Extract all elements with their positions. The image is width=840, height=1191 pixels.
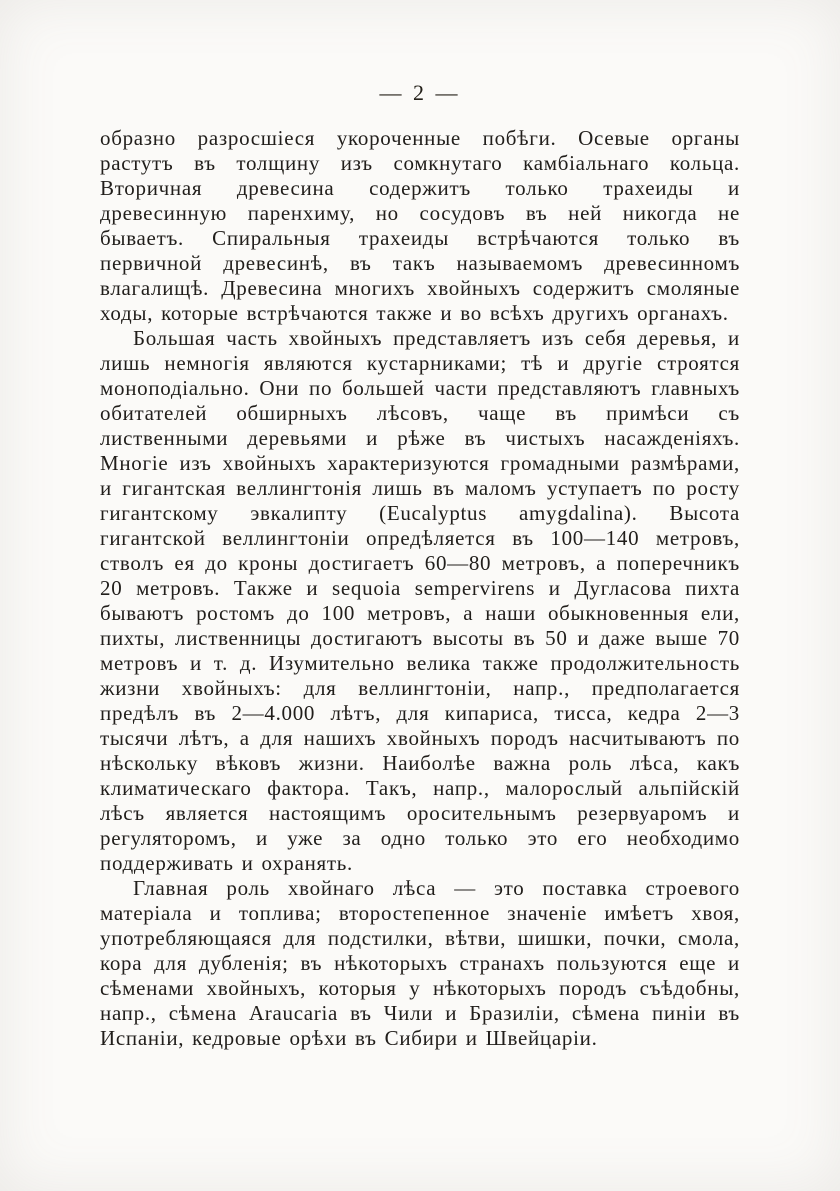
text-block [100,126,740,1051]
paragraph-2: Большая часть хвойныхъ представляетъ изъ себя деревья, и лишь немногія являются кустарниками; тѣ и другіе строятся моноподіально. Они по большей части представляютъ главныхъ обитателей обширныхъ лѣсовъ, чаще въ примѣси съ лиственными деревьями и рѣже въ чистыхъ насажденіяхъ. Многіе изъ хвойныхъ характеризуются громадными размѣрами, и гигантская веллингтонія лишь въ маломъ уступаетъ по росту гигантскому эвкалипту (Eucalyptus amygdalina). Высота гигантской веллингтоніи опредѣляется въ 100—140 метровъ, стволъ ея до кроны достигаетъ 60—80 метровъ, а поперечникъ 20 метровъ. Также и sequoia sempervirens и Дугласова пихта бываютъ ростомъ до 100 метровъ, а наши обыкновенныя ели, пихты, лиственницы достигаютъ высоты въ 50 и даже выше 70 метровъ и т. д. Изумительно велика также продолжительность жизни хвойныхъ: для веллингтоніи, напр., предполагается предѣлъ въ 2—4.000 лѣтъ, для кипариса, тисса, кедра 2—3 тысячи лѣтъ, а для нашихъ хвойныхъ породъ насчитываютъ по нѣскольку вѣковъ жизни. Наиболѣе важна роль лѣса, какъ климатическаго фактора. Такъ, напр., малорослый альпійскій лѣсъ является настоящимъ оросительнымъ резервуаромъ и регуляторомъ, и уже за одно только это его необходимо поддерживать и охранять. [100,326,740,875]
paragraph-3: Главная роль хвойнаго лѣса — это поставка строевого матеріала и топлива; второстепенное значеніе имѣетъ хвоя, употребляющаяся для подстилки, вѣтви, шишки, почки, смола, кора для дубленія; въ нѣкоторыхъ странахъ пользуются еще и сѣменами хвойныхъ, которыя у нѣкоторыхъ породъ съѣдобны, напр., сѣмена Araucaria въ Чили и Бразиліи, сѣмена пиніи въ Испаніи, кедровые орѣхи въ Сибири и Швейцаріи. [100,876,740,1050]
paragraph-1: образно разросшіеся укороченные побѣги. Осевые органы растутъ въ толщину изъ сомкнутаго камбіальнаго кольца. Вторичная древесина содержитъ только трахеиды и древесинную паренхиму, но сосудовъ въ ней никогда не бываетъ. Спиральныя трахеиды встрѣчаются только въ первичной древесинѣ, въ такъ называемомъ древесинномъ влагалищѣ. Древесина многихъ хвойныхъ содержитъ смоляные ходы, которые встрѣчаются также и во всѣхъ другихъ органахъ. [100,126,740,325]
page-number: — 2 — [379,80,461,105]
